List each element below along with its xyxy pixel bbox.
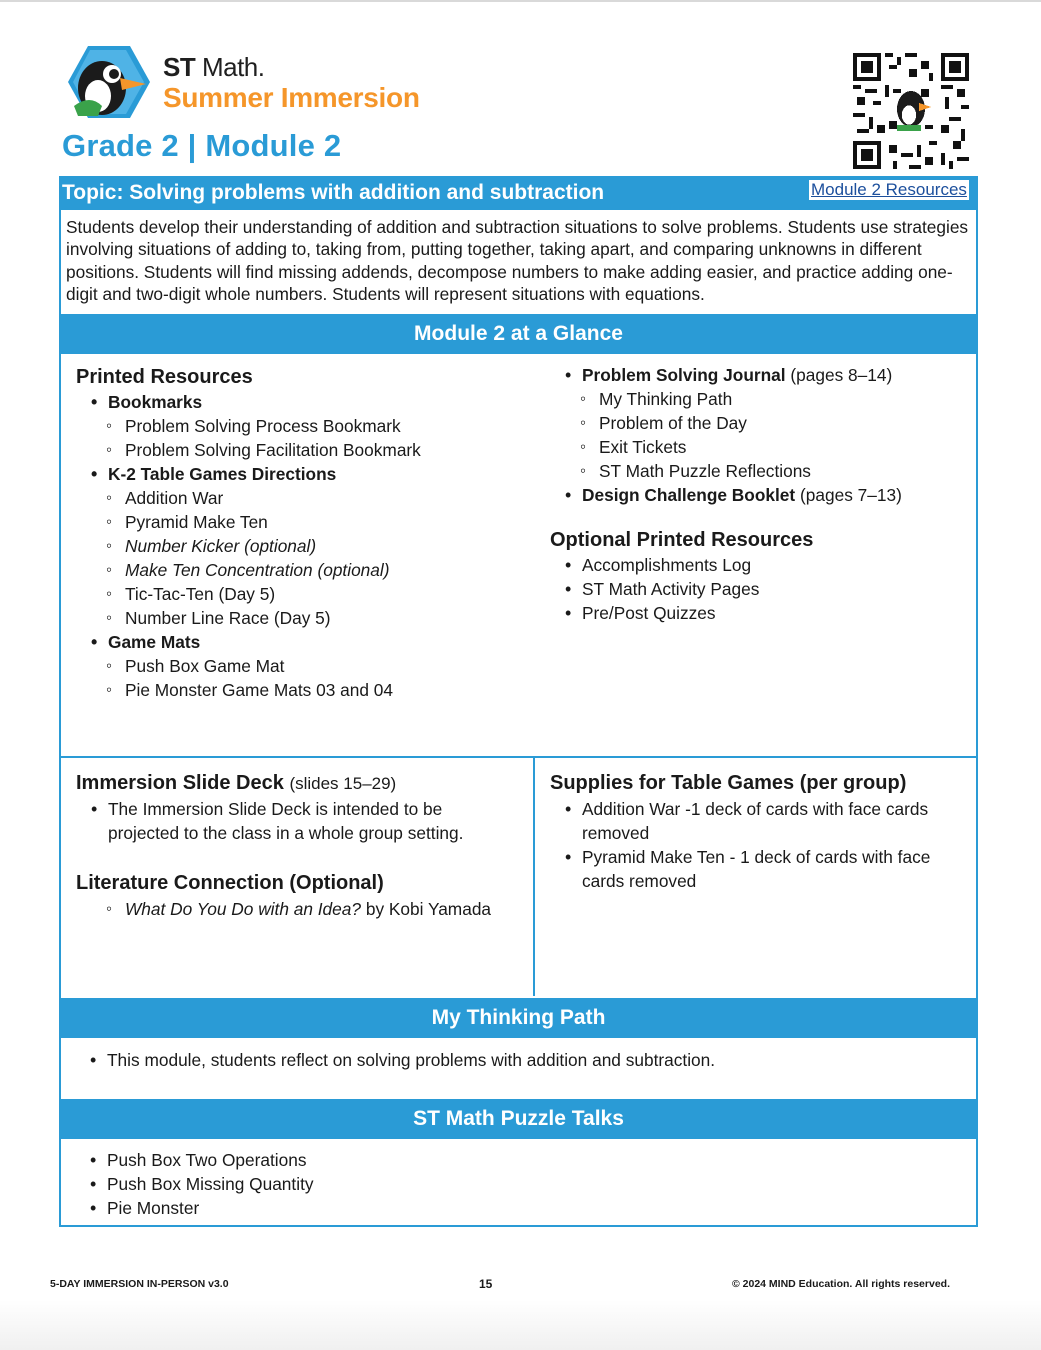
page-top-edge	[0, 0, 1041, 2]
list-item: ◦ Tic-Tac-Ten (Day 5)	[76, 582, 421, 606]
list-item: ◦ Number Line Race (Day 5)	[76, 606, 421, 630]
list-item: ◦ Addition War	[76, 486, 421, 510]
list-item: • Pyramid Make Ten - 1 deck of cards with face cards removed	[550, 845, 962, 893]
printed-resources-title: Printed Resources	[76, 366, 253, 388]
topic-description: Students develop their understanding of addition and subtraction situations to solve problems. Students use strategies involving situations of adding to, taking from, putting together, taking apart, and comparing unknowns in different positions. Students will find missing addends, decompose numbers to make adding easier, and practice adding one-digit and two-digit whole numbers. Students will represent situations with equations.	[66, 217, 969, 305]
footer-copyright: © 2024 MIND Education. All rights reserved.	[732, 1278, 950, 1290]
journal-item	[550, 363, 902, 387]
list-item: ◦ Problem of the Day	[550, 411, 902, 435]
optional-printed-list	[550, 553, 759, 625]
literature-list	[76, 897, 491, 921]
list-item: • Pre/Post Quizzes	[550, 601, 759, 625]
page-number: 15	[479, 1277, 493, 1291]
list-item: • This module, students reflect on solving problems with addition and subtraction.	[75, 1048, 715, 1072]
supplies-title: Supplies for Table Games (per group)	[550, 772, 907, 794]
module-resources-link[interactable]: Module 2 Resources	[811, 180, 967, 199]
program-name: Summer Immersion	[163, 82, 420, 113]
list-item: ◦ Exit Tickets	[550, 435, 902, 459]
list-item: ◦ Push Box Game Mat	[76, 654, 421, 678]
glance-heading: Module 2 at a Glance	[59, 314, 978, 354]
st-math-wordmark	[163, 52, 420, 82]
journal-title: Problem Solving Journal	[582, 365, 786, 385]
list-item	[76, 897, 491, 921]
puzzle-talks-list	[75, 1148, 314, 1220]
footer-version: 5-DAY IMMERSION IN-PERSON v3.0	[50, 1278, 229, 1290]
slide-deck-range: (slides 15–29)	[289, 774, 397, 793]
optional-printed-title: Optional Printed Resources	[550, 529, 814, 551]
list-item: ◦ My Thinking Path	[550, 387, 902, 411]
brand-st: ST	[163, 52, 196, 82]
list-item: ◦ Problem Solving Facilitation Bookmark	[76, 438, 421, 462]
slide-deck-title	[76, 772, 396, 795]
design-challenge-pages: (pages 7–13)	[800, 485, 902, 505]
list-item: ◦ ST Math Puzzle Reflections	[550, 459, 902, 483]
list-item: • ST Math Activity Pages	[550, 577, 759, 601]
book-title: What Do You Do with an Idea?	[125, 899, 362, 919]
list-item: ◦ Problem Solving Process Bookmark	[76, 414, 421, 438]
table-games-label: • K-2 Table Games Directions	[76, 462, 421, 486]
bookmarks-label: • Bookmarks	[76, 390, 421, 414]
list-item: ◦ Number Kicker (optional)	[76, 534, 421, 558]
list-item: ◦ Pie Monster Game Mats 03 and 04	[76, 678, 421, 702]
design-challenge-item	[550, 483, 902, 507]
penguin-logo-icon	[68, 44, 150, 120]
brand	[163, 52, 420, 114]
game-mats-label: • Game Mats	[76, 630, 421, 654]
printed-resources-list	[76, 390, 421, 702]
topic-title: Topic: Solving problems with addition and subtraction	[62, 181, 605, 204]
list-item: • Addition War -1 deck of cards with face cards removed	[550, 797, 962, 845]
brand-math: Math.	[201, 52, 265, 82]
list-item: • Push Box Missing Quantity	[75, 1172, 314, 1196]
book-author: by Kobi Yamada	[365, 899, 492, 919]
page-bottom-edge	[0, 1300, 1041, 1350]
slide-deck-list	[76, 797, 488, 845]
literature-title: Literature Connection (Optional)	[76, 872, 384, 894]
page-title: Grade 2 | Module 2	[62, 128, 342, 163]
section-divider	[59, 756, 978, 758]
list-item: • Accomplishments Log	[550, 553, 759, 577]
column-divider	[533, 756, 535, 996]
list-item: ◦ Pyramid Make Ten	[76, 510, 421, 534]
journal-pages: (pages 8–14)	[790, 365, 893, 385]
slide-deck-label: Immersion Slide Deck	[76, 772, 284, 794]
list-item: ◦ Make Ten Concentration (optional)	[76, 558, 421, 582]
thinking-path-heading: My Thinking Path	[59, 998, 978, 1038]
supplies-list	[550, 797, 962, 893]
list-item: • Push Box Two Operations	[75, 1148, 314, 1172]
design-challenge-title: Design Challenge Booklet	[582, 485, 796, 505]
list-item: • Pie Monster	[75, 1196, 314, 1220]
qr-code-icon[interactable]	[852, 53, 970, 169]
puzzle-talks-heading: ST Math Puzzle Talks	[59, 1099, 978, 1139]
thinking-path-list	[75, 1048, 715, 1072]
list-item: • The Immersion Slide Deck is intended to be projected to the class in a whole group setting.	[76, 797, 488, 845]
journal-list	[550, 363, 902, 507]
